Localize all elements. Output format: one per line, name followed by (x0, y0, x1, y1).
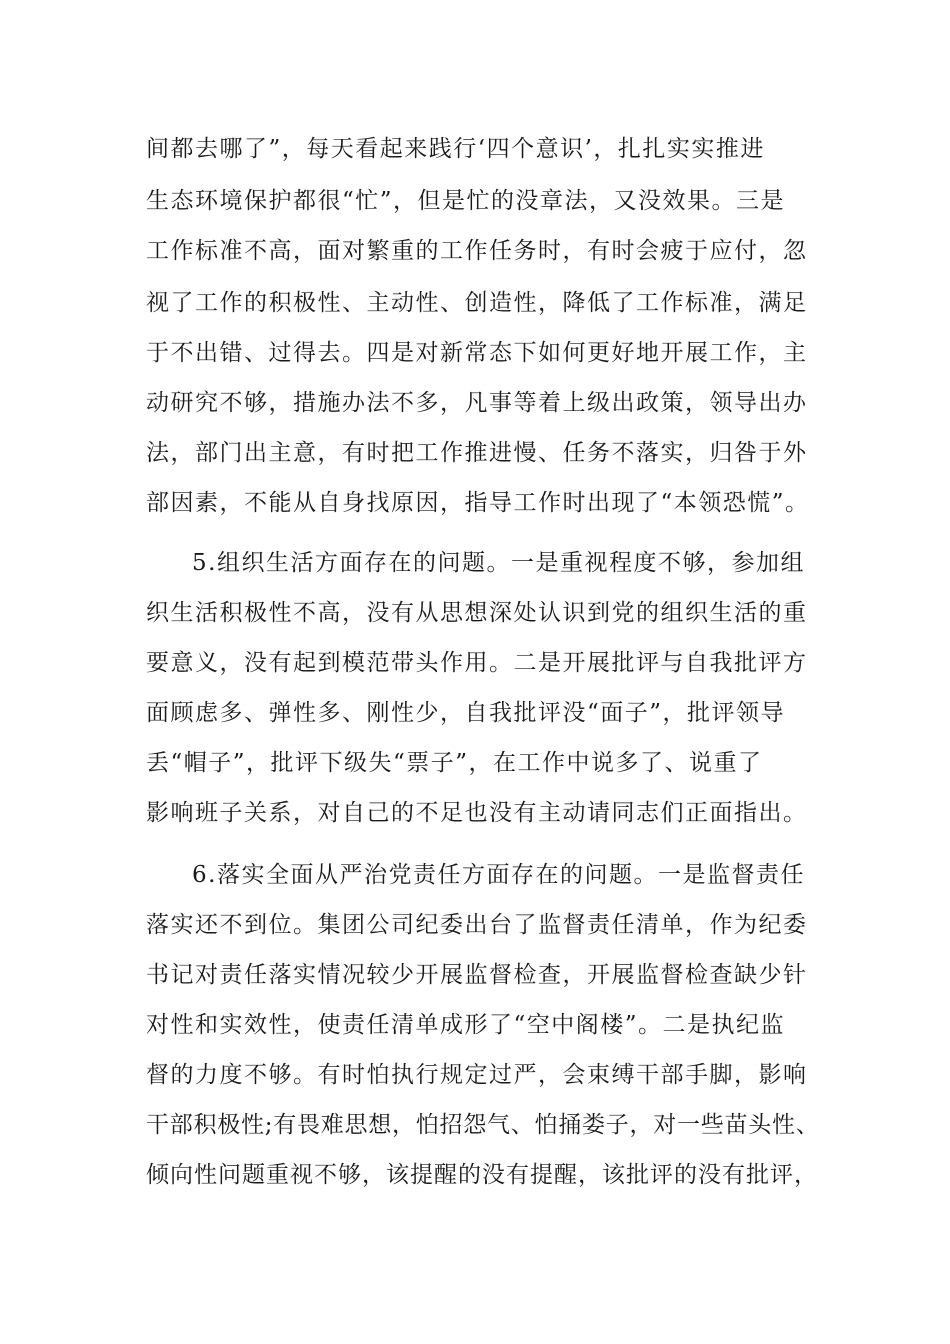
text-line: 织生活积极性不高，没有从思想深处认识到党的组织生活的重 (146, 600, 808, 626)
paragraph-5-start: 5.组织生活方面存在的问题。一是重视程度不够，参加组 (192, 550, 805, 576)
text-line: 工作标准不高，面对繁重的工作任务时，有时会疲于应付，忽 (146, 238, 808, 264)
text-line: 丢“帽子”，批评下级失“票子”，在工作中说多了、说重了 (146, 750, 763, 776)
text-line: 部因素，不能从自身找原因，指导工作时出现了“本领恐慌”。 (146, 490, 810, 516)
text-line: 落实还不到位。集团公司纪委出台了监督责任清单，作为纪委 (146, 912, 808, 938)
text-line: 面顾虑多、弹性多、刚性少，自我批评没“面子”，批评领导 (146, 700, 786, 726)
text-line: 书记对责任落实情况较少开展监督检查，开展监督检查缺少针 (146, 962, 808, 988)
text-line: 间都去哪了”，每天看起来践行‘四个意识’，扎扎实实推进 (146, 136, 765, 162)
text-line: 动研究不够，措施办法不多，凡事等着上级出政策，领导出办 (146, 390, 808, 416)
text-line: 视了工作的积极性、主动性、创造性，降低了工作标准，满足 (146, 290, 808, 316)
paragraph-6-start: 6.落实全面从严治党责任方面存在的问题。一是监督责任 (192, 862, 805, 888)
text-line: 影响班子关系，对自己的不足也没有主动请同志们正面指出。 (146, 800, 808, 826)
text-line: 倾向性问题重视不够，该提醒的没有提醒，该批评的没有批评， (146, 1162, 818, 1188)
text-line: 法，部门出主意，有时把工作推进慢、任务不落实，归咎于外 (146, 440, 808, 466)
text-line: 于不出错、过得去。四是对新常态下如何更好地开展工作，主 (146, 340, 808, 366)
text-line: 要意义，没有起到模范带头作用。二是开展批评与自我批评方 (146, 650, 808, 676)
text-line: 生态环境保护都很“忙”，但是忙的没章法，又没效果。三是 (146, 188, 786, 214)
text-line: 督的力度不够。有时怕执行规定过严，会束缚干部手脚，影响 (146, 1062, 808, 1088)
text-line: 干部积极性;有畏难思想，怕招怨气、怕捅娄子，对一些苗头性、 (146, 1112, 820, 1138)
text-line: 对性和实效性，使责任清单成形了“空中阁楼”。二是执纪监 (146, 1012, 786, 1038)
